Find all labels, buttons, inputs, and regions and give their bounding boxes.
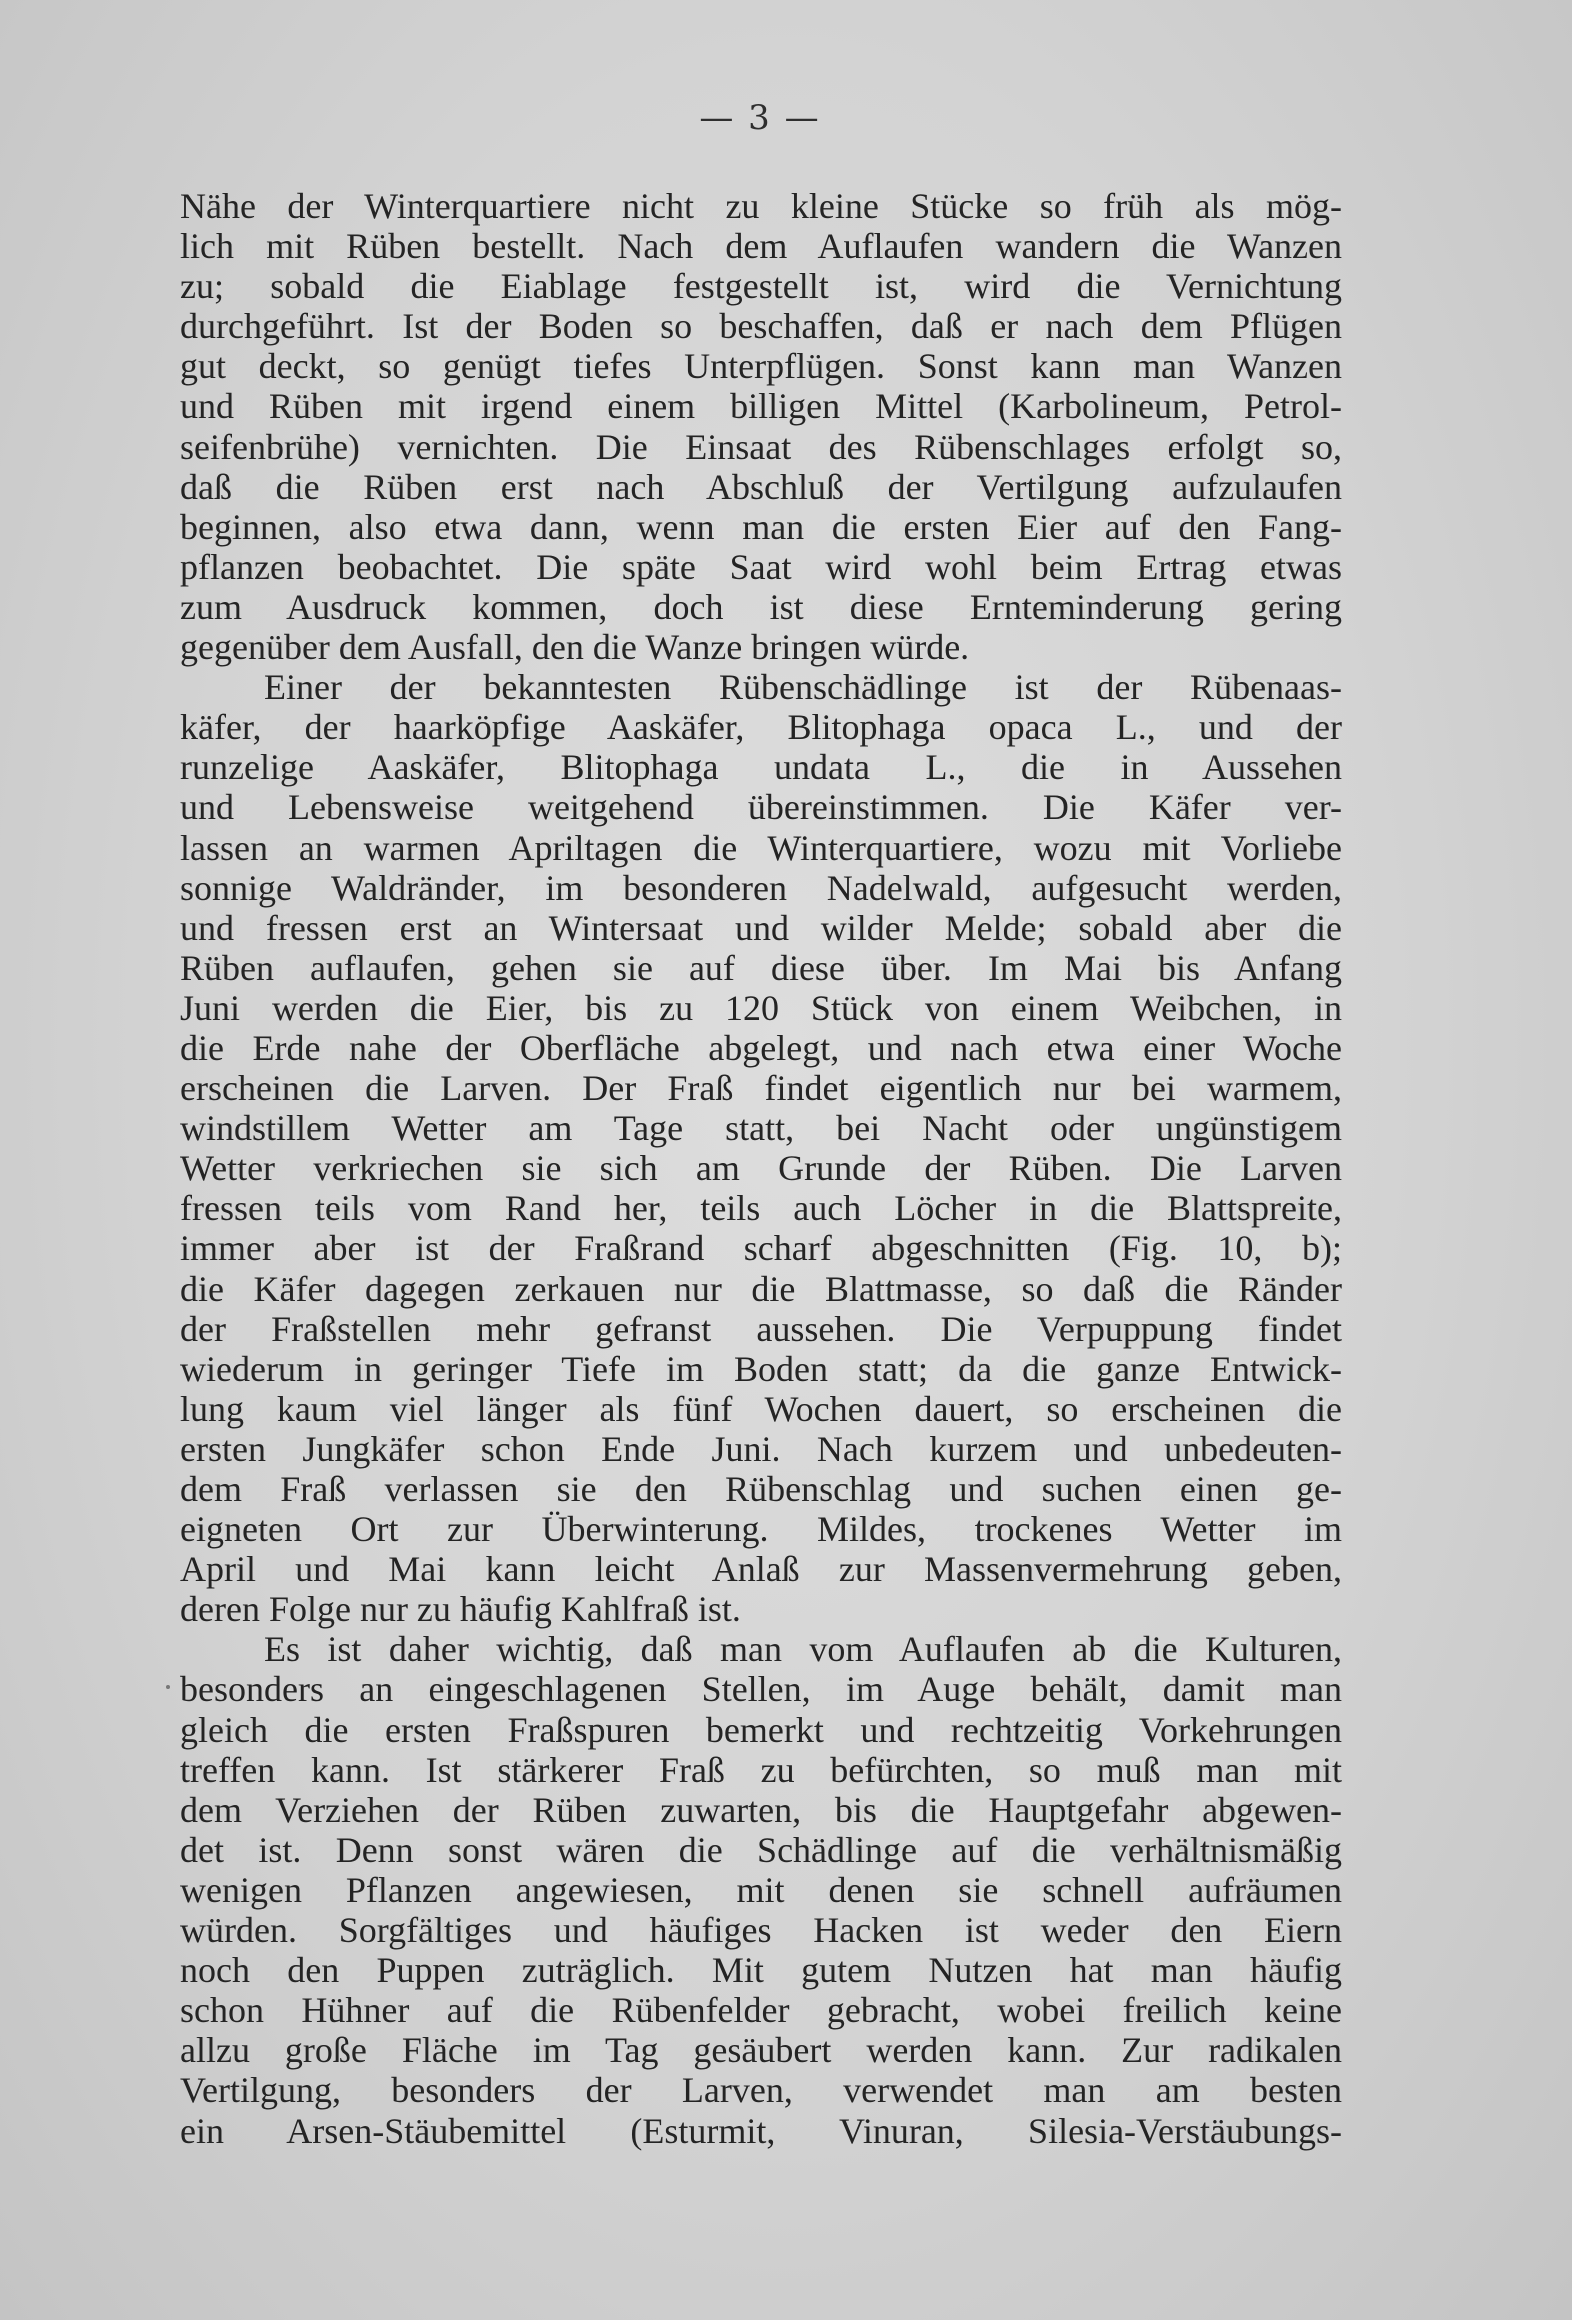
paragraph (180, 186, 1342, 667)
text-line: det ist. Denn sonst wären die Schädlinge auf die verhältnismäßig (180, 1829, 1342, 1870)
text-line: wenigen Pflanzen angewiesen, mit denen sie schnell aufräumen (180, 1869, 1342, 1910)
text-line: beginnen, also etwa dann, wenn man die ersten Eier auf den Fang- (180, 506, 1342, 547)
text-line: ein Arsen-Stäubemittel (Esturmit, Vinuran, Silesia-Verstäubungs- (180, 2110, 1342, 2151)
text-line: besonders an eingeschlagenen Stellen, im Auge behält, damit man (180, 1669, 1342, 1710)
text-line: gut deckt, so genügt tiefes Unterpflügen. Sonst kann man Wanzen (180, 346, 1342, 387)
text-line: die Käfer dagegen zerkauen nur die Blattmasse, so daß die Ränder (180, 1268, 1342, 1309)
text-line: Vertilgung, besonders der Larven, verwendet man am besten (180, 2070, 1342, 2111)
text-line: noch den Puppen zuträglich. Mit gutem Nutzen hat man häufig (180, 1950, 1342, 1991)
text-line: ersten Jungkäfer schon Ende Juni. Nach kurzem und unbedeuten- (180, 1428, 1342, 1469)
text-line: und Rüben mit irgend einem billigen Mittel (Karbolineum, Petrol- (180, 386, 1342, 427)
text-line: fressen teils vom Rand her, teils auch Löcher in die Blattspreite, (180, 1188, 1342, 1229)
text-line: Rüben auflaufen, gehen sie auf diese über. Im Mai bis Anfang (180, 947, 1342, 988)
text-line: Wetter verkriechen sie sich am Grunde der Rüben. Die Larven (180, 1148, 1342, 1189)
paragraph (180, 667, 1342, 1629)
text-line: dem Fraß verlassen sie den Rübenschlag und suchen einen ge- (180, 1469, 1342, 1509)
text-line: sonnige Waldränder, im besonderen Nadelwald, aufgesucht werden, (180, 867, 1342, 908)
text-line: zum Ausdruck kommen, doch ist diese Ernteminderung gering (180, 586, 1342, 627)
text-line: runzelige Aaskäfer, Blitophaga undata L., die in Aussehen (180, 747, 1342, 788)
text-line: lung kaum viel länger als fünf Wochen dauert, so erscheinen die (180, 1388, 1342, 1429)
text-line: die Erde nahe der Oberfläche abgelegt, und nach etwa einer Woche (180, 1027, 1342, 1068)
text-line: gleich die ersten Fraßspuren bemerkt und rechtzeitig Vorkehrungen (180, 1709, 1342, 1750)
text-line: allzu große Fläche im Tag gesäubert werden kann. Zur radikalen (180, 2030, 1342, 2071)
text-line: durchgeführt. Ist der Boden so beschaffen, daß er nach dem Pflügen (180, 306, 1342, 347)
text-line: seifenbrühe) vernichten. Die Einsaat des Rübenschlages erfolgt so, (180, 426, 1342, 467)
body-text (180, 186, 1342, 2151)
text-line: würden. Sorgfältiges und häufiges Hacken ist weder den Eiern (180, 1910, 1342, 1951)
text-line: käfer, der haarköpfige Aaskäfer, Blitophaga opaca L., und der (180, 707, 1342, 748)
paragraph (180, 1629, 1342, 2150)
text-line: dem Verziehen der Rüben zuwarten, bis die Hauptgefahr abgewen- (180, 1789, 1342, 1830)
text-line: Juni werden die Eier, bis zu 120 Stück von einem Weibchen, in (180, 987, 1342, 1028)
scan-speck (166, 1685, 170, 1689)
text-line: schon Hühner auf die Rübenfelder gebracht, wobei freilich keine (180, 1990, 1342, 2031)
text-line: eigneten Ort zur Überwinterung. Mildes, trockenes Wetter im (180, 1509, 1342, 1550)
text-line: Einer der bekanntesten Rübenschädlinge ist der Rübenaas- (264, 667, 1342, 708)
text-line: daß die Rüben erst nach Abschluß der Vertilgung aufzulaufen (180, 466, 1342, 507)
text-line: erscheinen die Larven. Der Fraß findet eigentlich nur bei warmem, (180, 1068, 1342, 1109)
text-line: und Lebensweise weitgehend übereinstimmen. Die Käfer ver- (180, 787, 1342, 828)
text-line: der Fraßstellen mehr gefranst aussehen. Die Verpuppung findet (180, 1308, 1342, 1349)
text-line: lich mit Rüben bestellt. Nach dem Auflaufen wandern die Wanzen (180, 226, 1342, 267)
text-line: April und Mai kann leicht Anlaß zur Massenvermehrung geben, (180, 1549, 1342, 1590)
text-line: treffen kann. Ist stärkerer Fraß zu befürchten, so muß man mit (180, 1749, 1342, 1790)
text-line: pflanzen beobachtet. Die späte Saat wird wohl beim Ertrag etwas (180, 546, 1342, 587)
text-line: deren Folge nur zu häufig Kahlfraß ist. (180, 1589, 741, 1630)
text-line: wiederum in geringer Tiefe im Boden statt; da die ganze Entwick- (180, 1348, 1342, 1389)
text-line: und fressen erst an Wintersaat und wilder Melde; sobald aber die (180, 907, 1342, 948)
text-line: lassen an warmen Apriltagen die Winterquartiere, wozu mit Vorliebe (180, 827, 1342, 868)
text-line: Nähe der Winterquartiere nicht zu kleine Stücke so früh als mög- (180, 186, 1342, 226)
text-line: Es ist daher wichtig, daß man vom Auflaufen ab die Kulturen, (264, 1629, 1342, 1670)
text-line: gegenüber dem Ausfall, den die Wanze bringen würde. (180, 627, 970, 668)
text-line: zu; sobald die Eiablage festgestellt ist, wird die Vernichtung (180, 266, 1342, 307)
page-number: — 3 — (699, 98, 821, 138)
text-line: windstillem Wetter am Tage statt, bei Nacht oder ungünstigem (180, 1108, 1342, 1149)
text-line: immer aber ist der Fraßrand scharf abgeschnitten (Fig. 10, b); (180, 1228, 1342, 1269)
